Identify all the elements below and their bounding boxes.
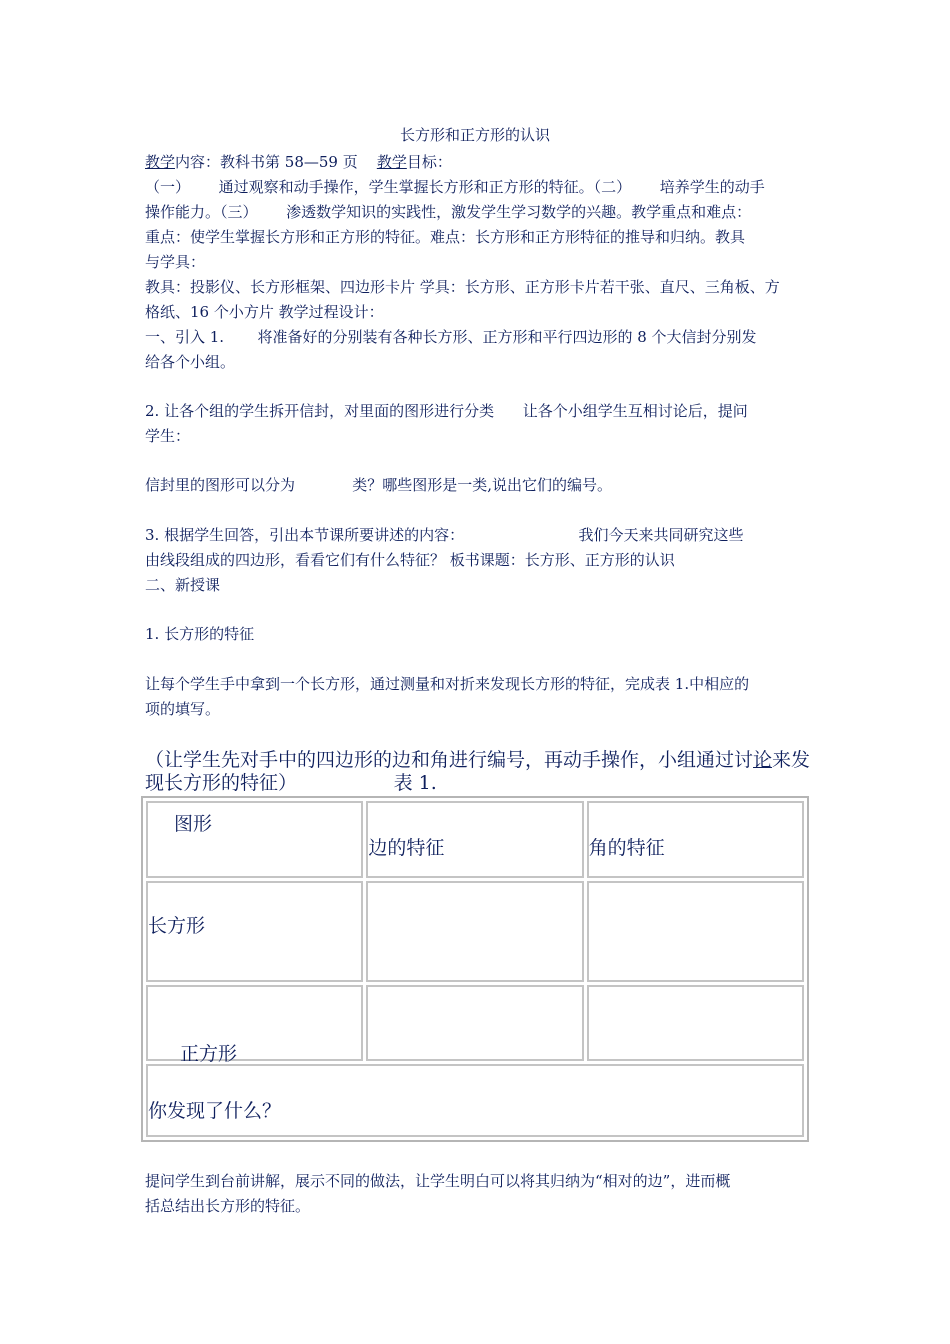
text-line: 项的填写。 xyxy=(145,700,221,718)
text-line: 让每个学生手中拿到一个长方形，通过测量和对折来发现长方形的特征，完成表 1.中相应的 xyxy=(145,675,750,693)
text-line: 二、新授课 xyxy=(145,576,221,594)
section-heading: 1. 长方形的特征 xyxy=(145,625,255,643)
text-line: 学生： xyxy=(145,427,191,445)
text-line: 括总结出长方形的特征。 xyxy=(145,1197,311,1215)
text-line: （一） 通过观察和动手操作，学生掌握长方形和正方形的特征。（二） 培养学生的动手 xyxy=(145,178,765,196)
feature-table xyxy=(141,796,809,1142)
table-row-label: 长方形 xyxy=(146,881,363,981)
text-line: 与学具： xyxy=(145,253,206,271)
text-line: 教具：投影仪、长方形框架、四边形卡片 学具：长方形、正方形卡片若干张、直尺、三角板、方 xyxy=(145,278,780,296)
text-line: 提问学生到台前讲解，展示不同的做法，让学生明白可以将其归纳为“相对的边”，进而概 xyxy=(145,1172,731,1190)
text-line: （让学生先对手中的四边形的边和角进行编号，再动手操作，小组通过讨论来发 xyxy=(145,749,811,771)
text-line: 教学内容：教科书第 58—59 页 教学目标： xyxy=(145,153,452,171)
text-line: 信封里的图形可以分为 类？哪些图形是一类,说出它们的编号。 xyxy=(145,476,612,494)
text-line: 给各个小组。 xyxy=(145,353,236,371)
text-line: 格纸、16 个小方片 教学过程设计： xyxy=(145,303,384,321)
table-header-cell: 图形 xyxy=(146,801,363,878)
text-line: 现长方形的特征） 表 1. xyxy=(145,772,437,794)
table-cell xyxy=(587,985,804,1061)
text-line: 重点：使学生掌握长方形和正方形的特征。难点：长方形和正方形特征的推导和归纳。教具 xyxy=(145,228,746,246)
table-footer-cell: 你发现了什么？ xyxy=(146,1064,804,1137)
text-line: 一、引入 1. 将准备好的分别装有各种长方形、正方形和平行四边形的 8 个大信封分别发 xyxy=(145,328,757,346)
table-cell xyxy=(366,881,583,981)
text-line: 2. 让各个组的学生拆开信封，对里面的图形进行分类 让各个小组学生互相讨论后，提问 xyxy=(145,402,748,420)
table-cell xyxy=(366,985,583,1061)
table-row-label: 正方形 xyxy=(146,985,363,1061)
document-title: 长方形和正方形的认识 xyxy=(399,126,550,144)
table-cell xyxy=(587,881,804,981)
table-header-cell: 边的特征 xyxy=(366,801,583,878)
table-header-cell: 角的特征 xyxy=(587,801,804,878)
text-line: 操作能力。（三） 渗透数学知识的实践性，激发学生学习数学的兴趣。教学重点和难点： xyxy=(145,203,752,221)
text-line: 由线段组成的四边形，看看它们有什么特征？ 板书课题：长方形、正方形的认识 xyxy=(145,551,675,569)
text-line: 3. 根据学生回答，引出本节课所要讲述的内容： 我们今天来共同研究这些 xyxy=(145,526,744,544)
